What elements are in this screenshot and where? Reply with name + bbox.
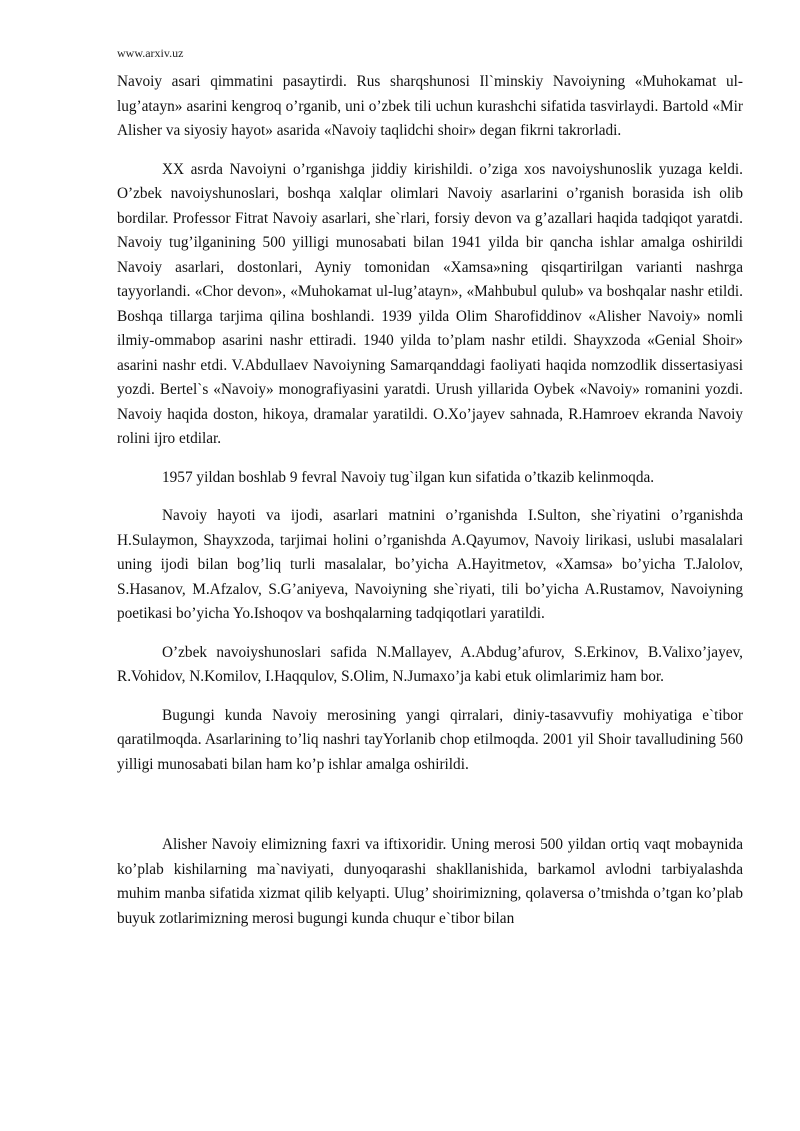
header-url: www.arxiv.uz <box>117 46 184 60</box>
document-body <box>117 70 743 943</box>
paragraph-6: Bugungi kunda Navoiy merosining yangi qirralari, diniy-tasavvufiy mohiyatiga e`tibor qaratilmoqda. Asarlarining to’liq nashri tayYorlanib chop etilmoqda. 2001 yil Shoir tavalludining 560 yilligi munosabati bilan ham ko’p ishlar amalga oshirildi. <box>117 706 743 773</box>
paragraph-3: 1957 yildan boshlab 9 fevral Navoiy tug`ilgan kun sifatida o’tkazib kelinmoqda. <box>162 468 655 486</box>
paragraph-4: Navoiy hayoti va ijodi, asarlari matnini o’rganishda I.Sulton, she`riyatini o’rganishda H.Sulaymon, Shayxzoda, tarjimai holini o’rganishda A.Qayumov, Navoiy lirikasi, uslubi masalalari uning ijodi bilan bog’liq turli masalalar, bo’yicha A.Hayitmetov, «Xamsa» bo’yicha T.Jalolov, S.Hasanov, M.Afzalov, S.G’aniyeva, Navoiyning she`riyati, tili bo’yicha A.Rustamov, Navoiyning poetikasi bo’yicha Yo.Ishoqov va boshqalarning tadqiqotlari yaratildi. <box>117 507 743 622</box>
paragraph-5: O’zbek navoiyshunoslari safida N.Mallayev, A.Abdug’afurov, S.Erkinov, B.Valixo’jayev, R.Vohidov, N.Komilov, I.Haqqulov, S.Olim, N.Jumaxo’ja kabi etuk olimlarimiz ham bor. <box>117 643 743 685</box>
paragraph-1: Navoiy asari qimmatini pasaytirdi. Rus sharqshunosi Il`minskiy Navoiyning «Muhokamat ul-lug’atayn» asarini kengroq o’rganib, uni o’zbek tili uchun kurashchi sifatida tasvirlaydi. Bartold «Mir Alisher va siyosiy hayot» asarida «Navoiy taqlidchi shoir» degan fikrni takrorladi. <box>117 73 743 139</box>
paragraph-7: Alisher Navoiy elimizning faxri va iftixoridir. Uning merosi 500 yildan ortiq vaqt mobaynida ko’plab kishilarning ma`naviyati, dunyoqarashi shakllanishida, barkamol avlodni tarbiyalashda muhim manba sifatida xizmat qilib kelyapti. Ulug’ shoirimizning, qolaversa o’tmishda o’tgan ko’plab buyuk zotlarimizning merosi bugungi kunda chuqur e`tibor bilan <box>117 836 743 927</box>
paragraph-2: XX asrda Navoiyni o’rganishga jiddiy kirishildi. o’ziga xos navoiyshunoslik yuzaga keldi. O’zbek navoiyshunoslari, boshqa xalqlar olimlari Navoiy asarlarini o’rganish borasida ish olib bordilar. Professor Fitrat Navoiy asarlari, she`rlari, forsiy devon va g’azallari haqida tadqiqot yaratdi. Navoiy tug’ilganining 500 yilligi munosabati bilan 1941 yilda bir qancha ishlar amalga oshirildi Navoiy asarlari, dostonlari, Ayniy tomonidan «Xamsa»ning qisqartirilgan varianti nashrga tayyorlandi. «Chor devon», «Muhokamat ul-lug’atayn», «Mahbubul qulub» va boshqalar nashr etildi. Boshqa tillarga tarjima qilina boshlandi. 1939 yilda Olim Sharofiddinov «Alisher Navoiy» nomli ilmiy-ommabop asarini nashr ettiradi. 1940 yilda to’plam nashr etildi. Shayxzoda «Genial Shoir» asarini nashr etdi. V.Abdullaev Navoiyning Samarqanddagi faoliyati haqida nomzodlik dissertasiyasi yozdi. Bertel`s «Navoiy» monografiyasini yaratdi. Urush yillarida Oybek «Navoiy» romanini yozdi. Navoiy haqida doston, hikoya, dramalar yaratildi. O.Xo’jayev sahnada, R.Hamroev ekranda Navoiy rolini ijro etdilar. <box>117 160 743 447</box>
